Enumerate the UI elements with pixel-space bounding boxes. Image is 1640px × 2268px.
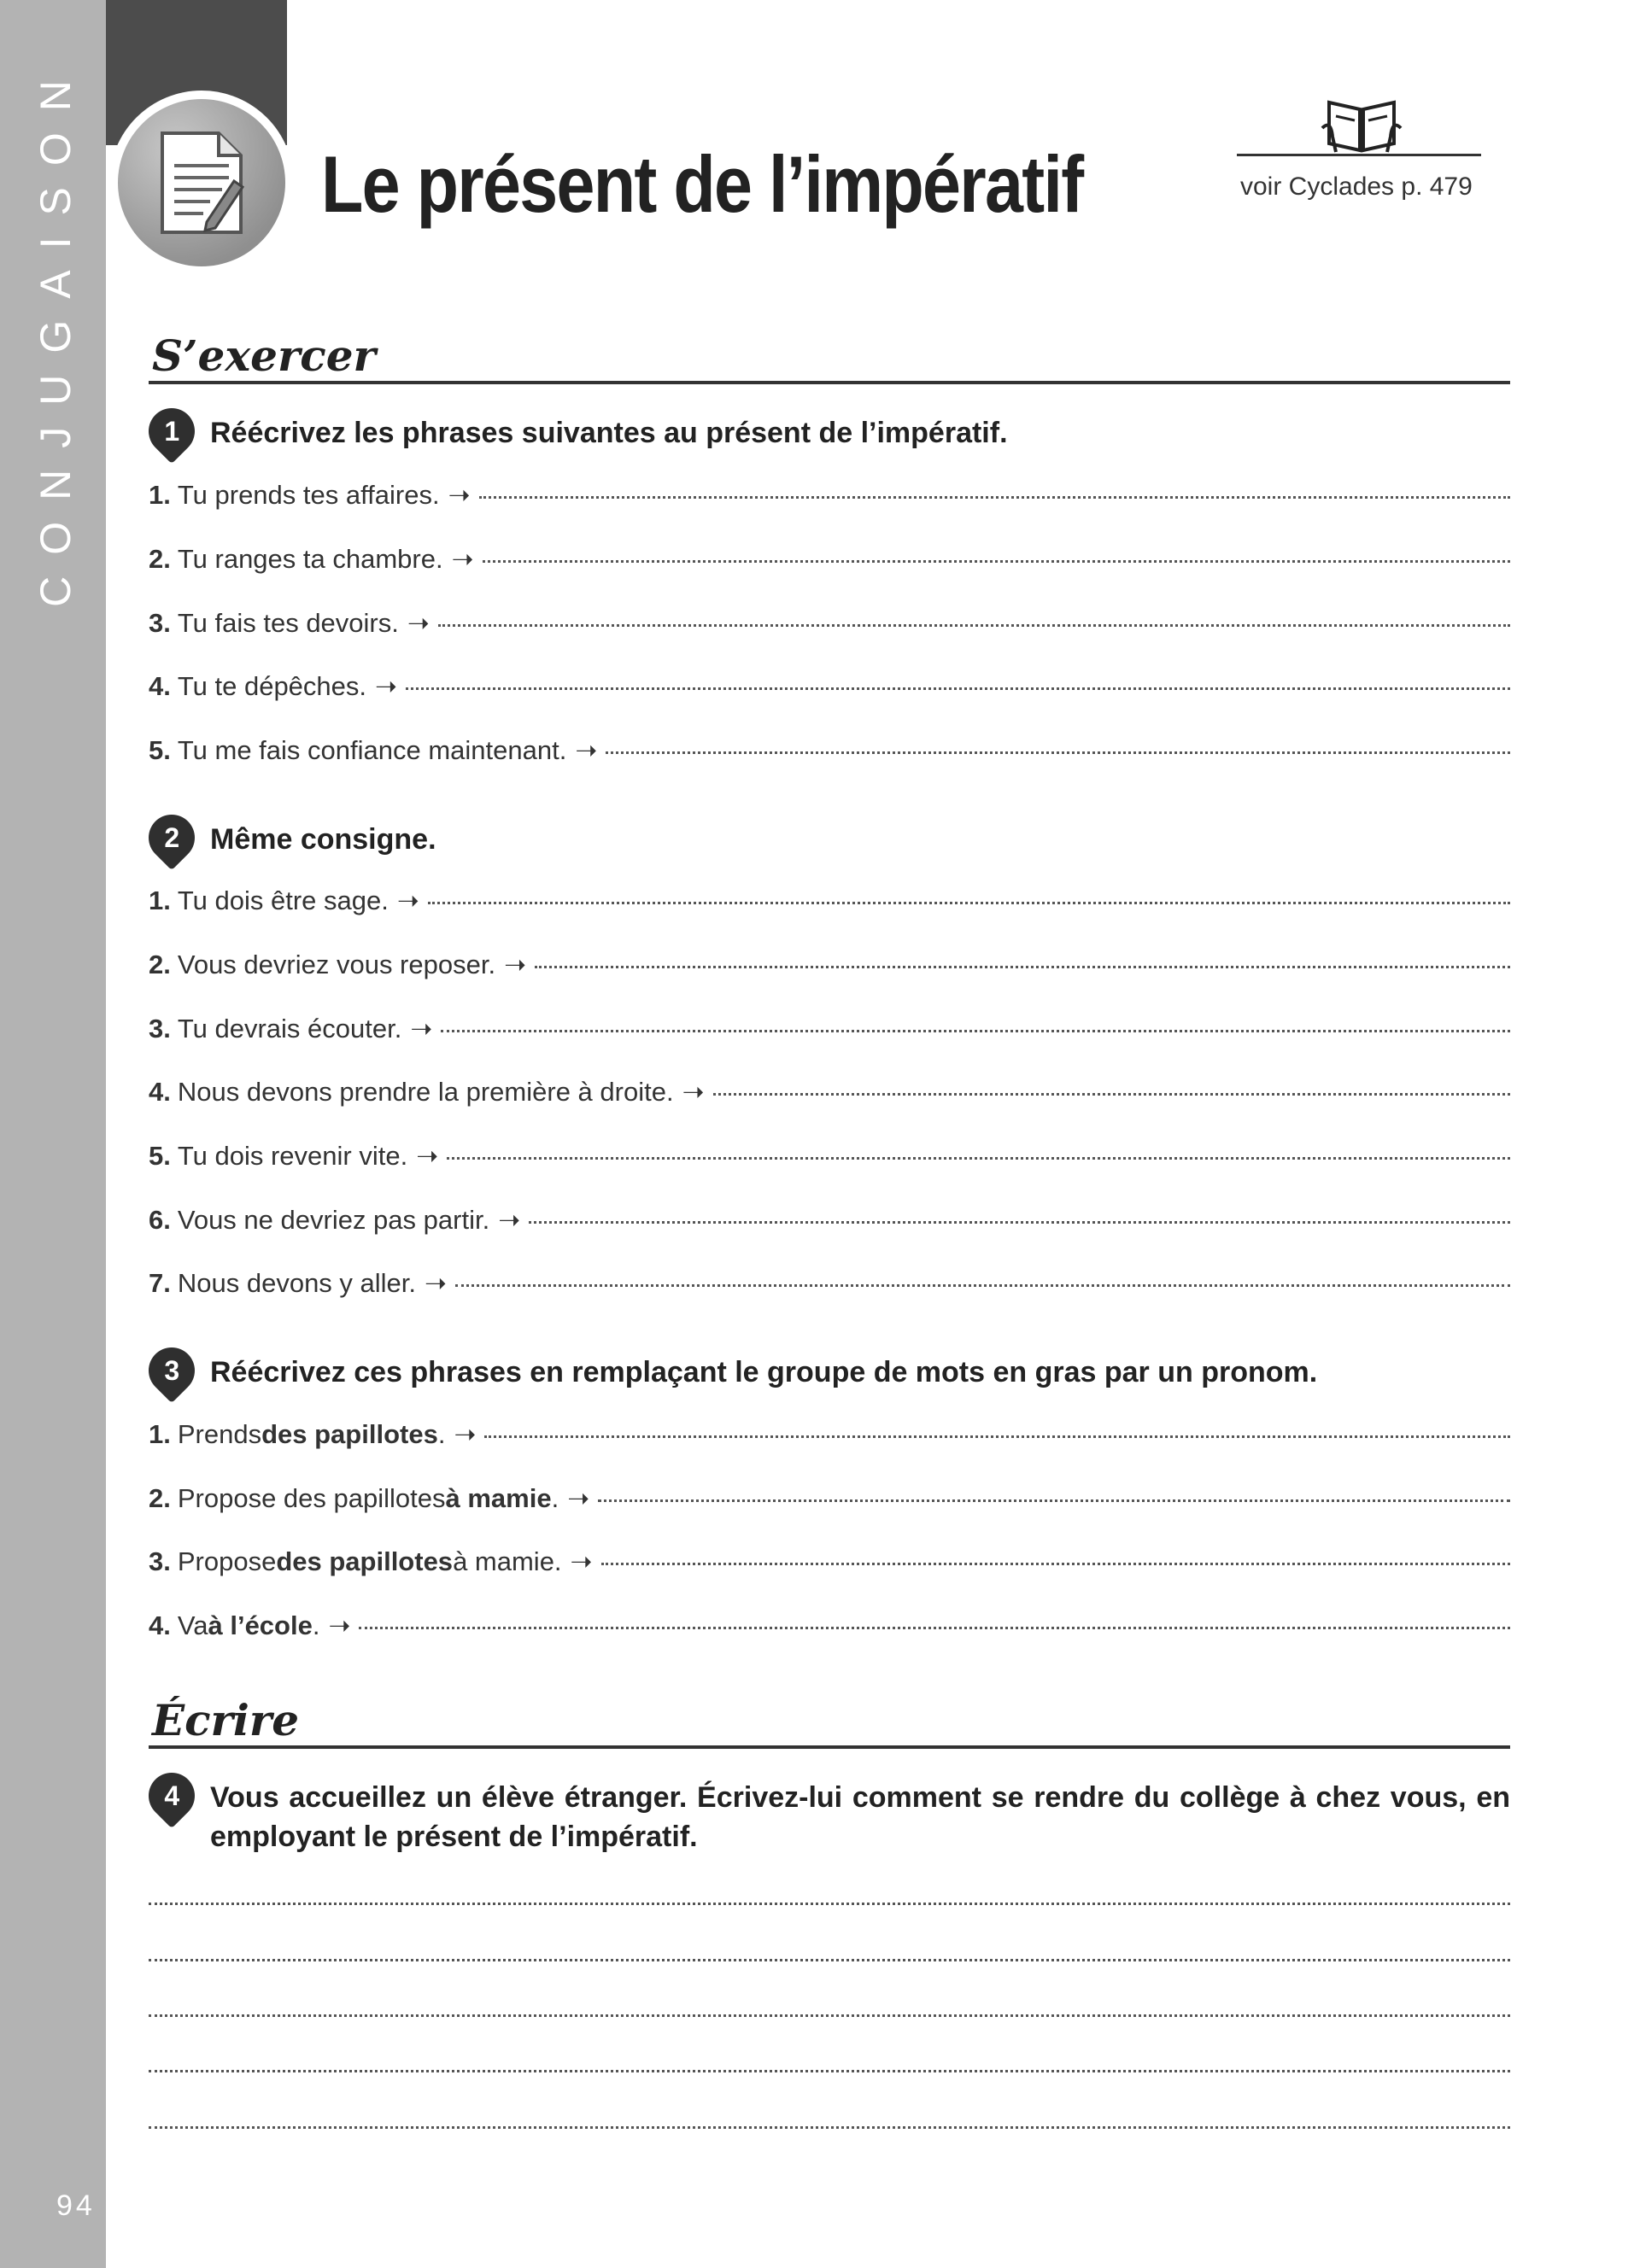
answer-line[interactable] <box>484 1434 1510 1438</box>
exercise-item: 1. Prends des papillotes . ➝ <box>149 1419 1510 1450</box>
writing-line[interactable] <box>149 1903 1510 1905</box>
section-heading-sexercer: S’exercer <box>149 318 1510 384</box>
exercise-3-header <box>149 1353 1510 1394</box>
exercise-number-badge: 4 <box>139 1763 204 1828</box>
writing-line[interactable] <box>149 2014 1510 2017</box>
exercise-1-header <box>149 413 1510 454</box>
reference-box <box>1237 89 1485 208</box>
answer-line[interactable] <box>441 1028 1510 1032</box>
writing-line[interactable] <box>149 2070 1510 2072</box>
exercise-instruction: Réécrivez les phrases suivantes au présent de l’impératif. <box>210 417 1008 449</box>
answer-line[interactable] <box>428 900 1510 904</box>
exercise-item: 7. Nous devons y aller. ➝ <box>149 1268 1510 1299</box>
answer-line[interactable] <box>713 1091 1510 1096</box>
answer-line[interactable] <box>479 494 1510 499</box>
exercise-item: 4. Nous devons prendre la première à droite. ➝ <box>149 1077 1510 1108</box>
answer-line[interactable] <box>438 623 1510 627</box>
document-badge <box>109 91 294 275</box>
open-book-icon <box>1319 94 1404 154</box>
exercise-instruction: Même consigne. <box>210 823 436 856</box>
answer-line[interactable] <box>406 686 1510 690</box>
exercise-number-badge: 1 <box>139 399 204 464</box>
exercise-instruction: Vous accueillez un élève étranger. Écrivez-lui comment se rendre du collège à chez vous, en employant le présent de l’impératif. <box>210 1781 1510 1853</box>
writing-line[interactable] <box>149 2126 1510 2129</box>
reference-rule <box>1237 154 1481 156</box>
answer-line[interactable] <box>535 964 1510 968</box>
exercise-item: 4. Va à l’école . ➝ <box>149 1610 1510 1641</box>
exercise-item: 4. Tu te dépêches. ➝ <box>149 671 1510 702</box>
page-number: 94 <box>56 2189 96 2222</box>
exercise-item: 3. Tu devrais écouter. ➝ <box>149 1014 1510 1044</box>
exercise-item: 5. Tu dois revenir vite. ➝ <box>149 1141 1510 1172</box>
exercise-item: 1. Tu dois être sage. ➝ <box>149 886 1510 916</box>
exercise-item: 1. Tu prends tes affaires. ➝ <box>149 480 1510 511</box>
page-title: Le présent de l’impératif <box>321 139 1083 229</box>
category-label: CONJUGAISON <box>32 59 80 607</box>
answer-line[interactable] <box>483 558 1510 563</box>
answer-line[interactable] <box>359 1625 1510 1629</box>
section-heading-ecrire: Écrire <box>149 1682 1510 1749</box>
exercise-item: 2. Vous devriez vous reposer. ➝ <box>149 950 1510 980</box>
answer-line[interactable] <box>529 1219 1510 1224</box>
answer-line[interactable] <box>606 750 1510 754</box>
answer-line[interactable] <box>447 1155 1510 1160</box>
answer-line[interactable] <box>598 1498 1510 1502</box>
exercise-number-badge: 3 <box>139 1338 204 1403</box>
exercise-2-header <box>149 820 1510 861</box>
exercise-number-badge: 2 <box>139 805 204 870</box>
exercise-item: 3. Tu fais tes devoirs. ➝ <box>149 608 1510 639</box>
exercise-instruction: Réécrivez ces phrases en remplaçant le groupe de mots en gras par un pronom. <box>210 1356 1318 1388</box>
exercise-item: 5. Tu me fais confiance maintenant. ➝ <box>149 735 1510 766</box>
writing-line[interactable] <box>149 1959 1510 1961</box>
exercise-item: 2. Tu ranges ta chambre. ➝ <box>149 544 1510 575</box>
answer-line[interactable] <box>455 1283 1510 1287</box>
document-pencil-icon <box>157 130 246 236</box>
exercise-4-header <box>149 1778 1510 1856</box>
exercise-item: 3. Propose des papillotes à mamie. ➝ <box>149 1546 1510 1577</box>
reference-text: voir Cyclades p. 479 <box>1240 172 1473 201</box>
answer-line[interactable] <box>601 1561 1510 1565</box>
exercise-item: 6. Vous ne devriez pas partir. ➝ <box>149 1205 1510 1236</box>
exercise-item: 2. Propose des papillotes à mamie . ➝ <box>149 1483 1510 1514</box>
